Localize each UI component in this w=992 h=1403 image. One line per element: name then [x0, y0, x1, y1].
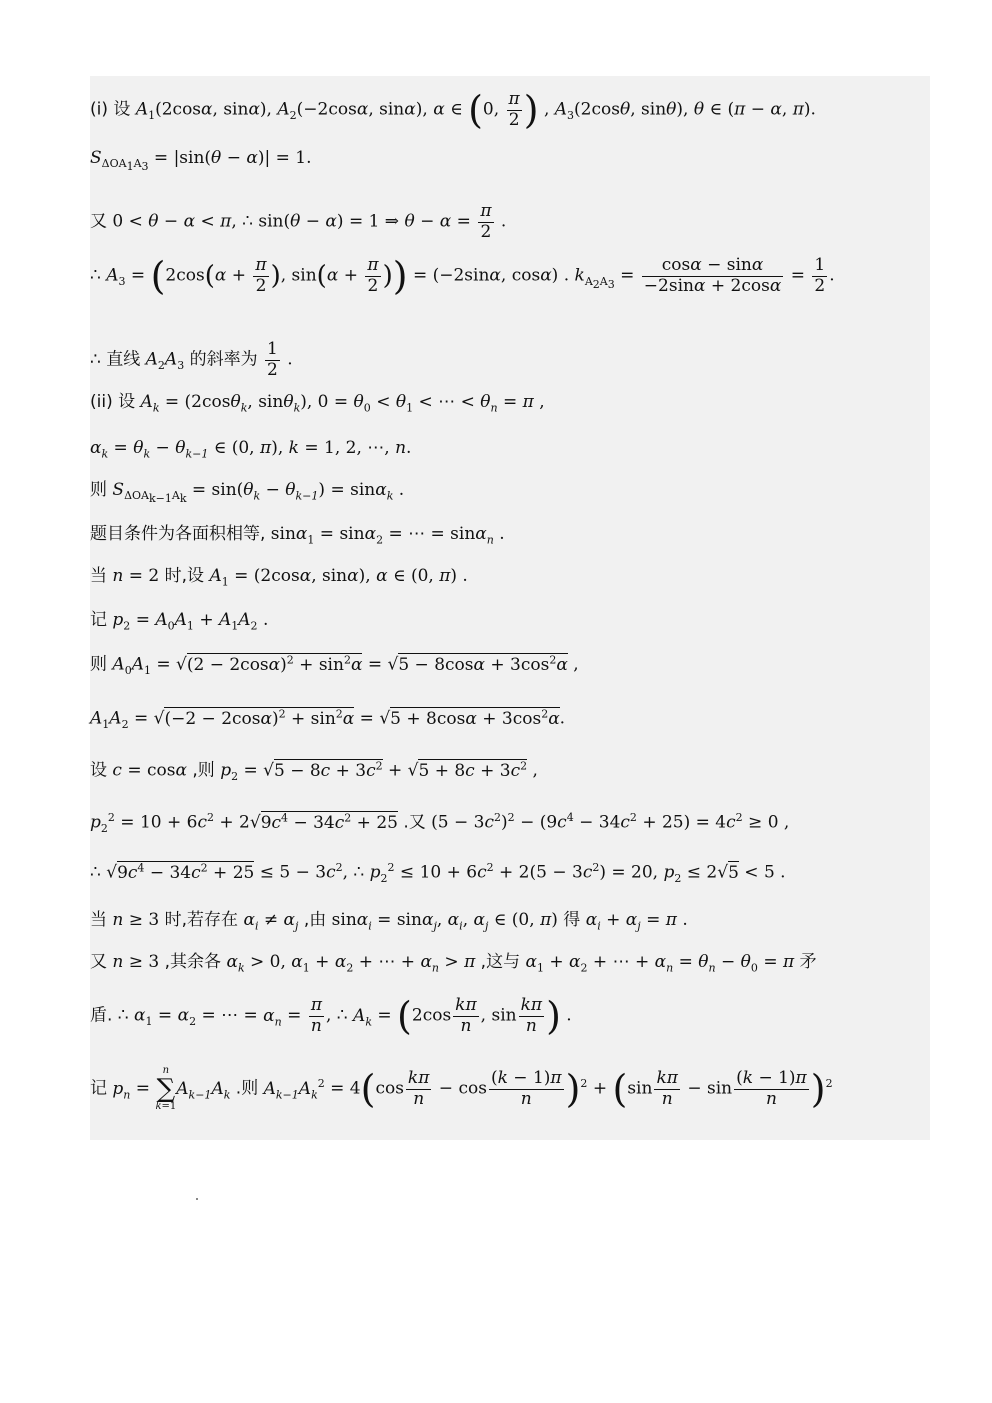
line-p2-square: $p_2^2 = 10 + 6c^2 + 2√9c^4 - 34c^2 + 25$ .又 $(5 - 3c^2)^2 - (9c^4 - 34c^2 + 25) = 4c^2 \ge 0$ ,	[90, 811, 790, 836]
line-a0a1: 则 $A_0A_1 = √(2 - 2\cos\alpha)^2 + \sin^2\alpha = √5 - 8\cos\alpha + 3\cos^2\alpha$ ,	[90, 653, 579, 678]
line-area: $S_{\Delta OA_1A_3} = |\sin(\theta - \alpha)| = 1$.	[90, 148, 312, 174]
line-alpha-k: $\alpha_k = \theta_k - \theta_{k-1}$ ∈ (0, π), k = 1, 2, ⋯, n.	[90, 438, 412, 461]
line-equal-alphas: 盾. ∴ $\alpha_1 = \alpha_2$ = ⋯ = $\alpha_n$ = $\frac{\pi}{n}$ , ∴ $A_k = (2\cos$ $\frac{k\pi}{n}$ , sin $\frac{k\pi}{n}$ ) .	[90, 994, 572, 1039]
line-contradiction: 又 n ≥ 3 ,其余各 $\alpha_k > 0$, $\alpha_1 + \alpha_2$ + ⋯ + $\alpha_n > \pi$ ,这与 $\alpha_1 + \alpha_2$ + ⋯ + $\alpha_n = \theta_n - \theta_0 = \pi$ 矛	[90, 952, 817, 975]
stray-dot	[196, 1198, 198, 1200]
line-ii-setup: (ii) 设 $A_k = (2\cos\theta_k$, sinθ$_k$), $0 = \theta_0 < \theta_1$ < ⋯ < $\theta_n = \pi$ ,	[90, 392, 545, 415]
line-p2-def: 记 $p_2 = A_0A_1 + A_1A_2$ .	[90, 610, 269, 633]
line-a3: ∴ $A_3 = (2\cos(\alpha$ + $\frac{\pi}{2}$ ), sin(α + $\frac{\pi}{2}$ )) = (−2sinα, cosα) . $k_{A_2A_3}$ = $\frac{\cos\alpha - \sin\alpha}{-2\sin\alpha + 2\cos\alpha}$ = $\frac{1}{2}$ .	[90, 254, 835, 299]
line-equal-areas: 题目条件为各面积相等, sinα$_1$ = sinα$_2$ = ⋯ = sinα$_n$ .	[90, 524, 505, 547]
line-area-k: 则 $S_{\Delta OA_{k-1}A_k} = \sin(\theta_k - \theta_{k-1}) = \sin\alpha_k$ .	[90, 480, 405, 506]
line-slope: ∴ 直线 $A_2A_3$ 的斜率为 $\frac{1}{2}$ .	[90, 339, 293, 380]
line-c-sub: 设 c = cosα ,则 $p_2 = √5 - 8c + 3c^2 + √5 + 8c + 3c^2$ ,	[90, 759, 538, 784]
line-angle: 又 0 < θ − α < π, ∴ sin(θ − α) = 1 ⇒ θ − α = $\frac{\pi}{2}$ .	[90, 201, 507, 242]
line-i-setup: (i) 设 $A_1(2\cos\alpha$, sinα), $A_2(-2\cos\alpha$, sinα), α ∈ (0, $\frac{\pi}{2}$ ) , $A_3(2\cos\theta$, sinθ), θ ∈ (π − α, π).	[90, 88, 816, 133]
line-n3: 当 n ≥ 3 时,若存在 $\alpha_i \ne \alpha_j$ ,由 sinα$_i$ = sinα$_j$, $\alpha_i$, $\alpha_j$ ∈ (0, π) 得 $\alpha_i + \alpha_j = \pi$ .	[90, 910, 688, 933]
line-n2: 当 n = 2 时,设 $A_1 = (2\cos\alpha$, sinα), α ∈ (0, π) .	[90, 566, 468, 589]
line-a1a2: $A_1A_2 = √(-2 - 2\cos\alpha)^2 + \sin^2\alpha = √5 + 8\cos\alpha + 3\cos^2\alpha$.	[90, 707, 566, 732]
solution-panel	[90, 76, 930, 1140]
line-pn-def: 记 $p_n$ = n ∑ k=1 $A_{k-1}A_k$ .则 $A_{k-1}A_k^2 = 4(\cos$ $\frac{k\pi}{n}$ − cos $\frac{(k - 1)\pi}{n}$ )$^2$ + (sin $\frac{k\pi}{n}$ − sin $\frac{(k - 1)\pi}{n}$ )$^2$	[90, 1065, 833, 1112]
line-p2-bound: ∴ $√9c^4 - 34c^2 + 25 \le 5 - 3c^2$, ∴ $p_2^2 \le 10 + 6c^2 + 2(5 - 3c^2) = 20$, $p_2 \le 2√5 < 5$ .	[90, 861, 786, 886]
